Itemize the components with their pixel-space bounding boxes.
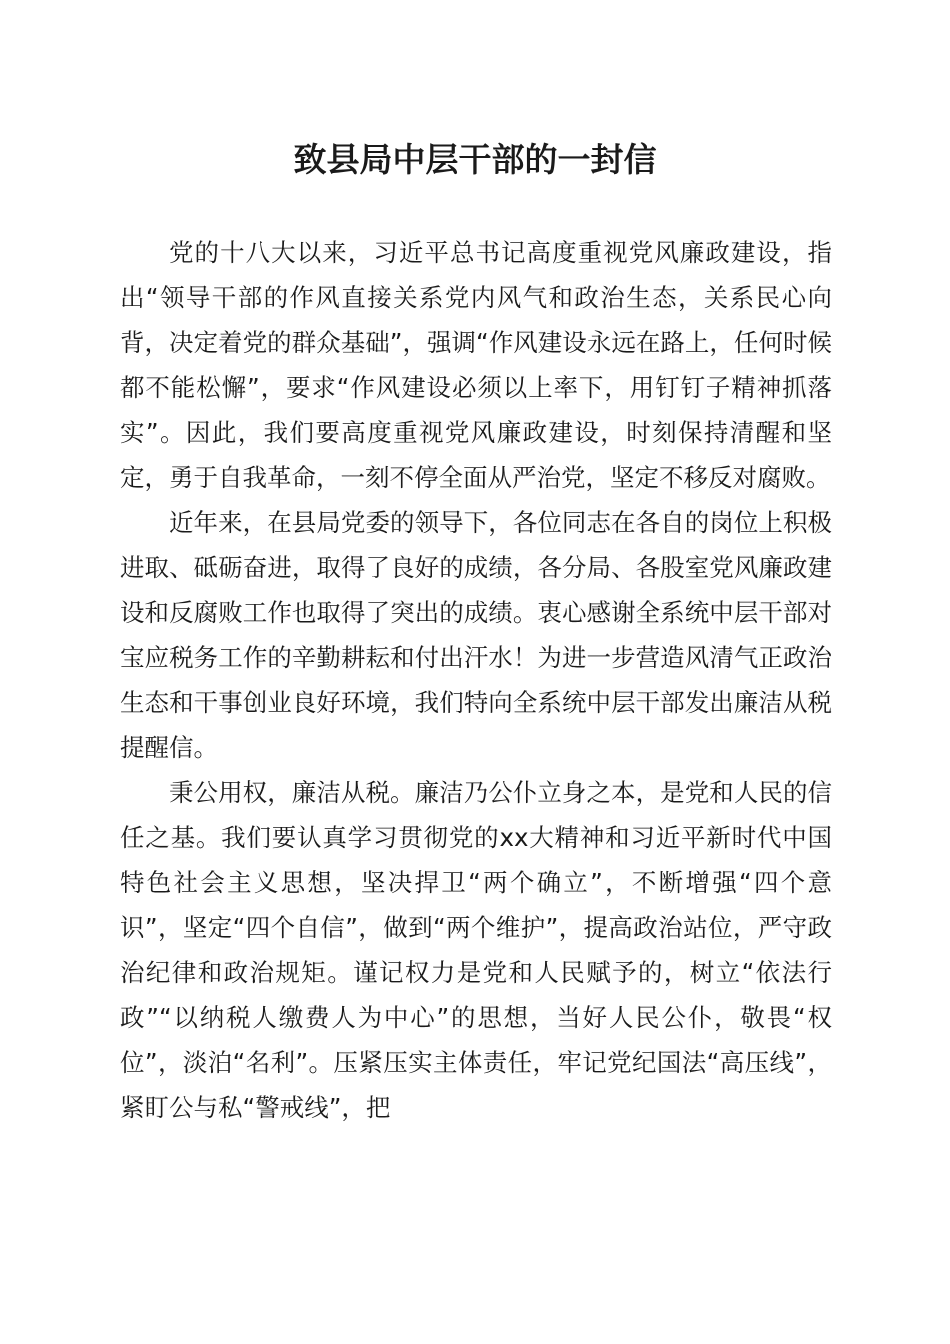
paragraph-1: 党的十八大以来，习近平总书记高度重视党风廉政建设，指出“领导干部的作风直接关系党内风气和政治生态，关系民心向背，决定着党的群众基础”，强调“作风建设永远在路上，任何时候都不能松懈”，要求“作风建设必须以上率下，用钉钉子精神抓落实”。因此，我们要高度重视党风廉政建设，时刻保持清醒和坚定，勇于自我革命，一刻不停全面从严治党，坚定不移反对腐败。 bbox=[120, 238, 832, 492]
paragraph-3: 秉公用权，廉洁从税。廉洁乃公仆立身之本，是党和人民的信任之基。我们要认真学习贯彻党的xx大精神和习近平新时代中国特色社会主义思想，坚决捍卫“两个确立”，不断增强“四个意识”，坚定“四个自信”，做到“两个维护”，提高政治站位，严守政治纪律和政治规矩。谨记权力是党和人民赋予的，树立“依法行政”“以纳税人缴费人为中心”的思想，当好人民公仆，敬畏“权位”，淡泊“名利”。压紧压实主体责任，牢记党纪国法“高压线”，紧盯公与私“警戒线”，把 bbox=[120, 778, 832, 1122]
document-body bbox=[120, 230, 832, 1130]
paragraph-2: 近年来，在县局党委的领导下，各位同志在各自的岗位上积极进取、砥砺奋进，取得了良好的成绩，各分局、各股室党风廉政建设和反腐败工作也取得了突出的成绩。衷心感谢全系统中层干部对宝应税务工作的辛勤耕耘和付出汗水！为进一步营造风清气正政治生态和干事创业良好环境，我们特向全系统中层干部发出廉洁从税提醒信。 bbox=[120, 508, 832, 762]
document-title: 致县局中层干部的一封信 bbox=[293, 140, 657, 179]
